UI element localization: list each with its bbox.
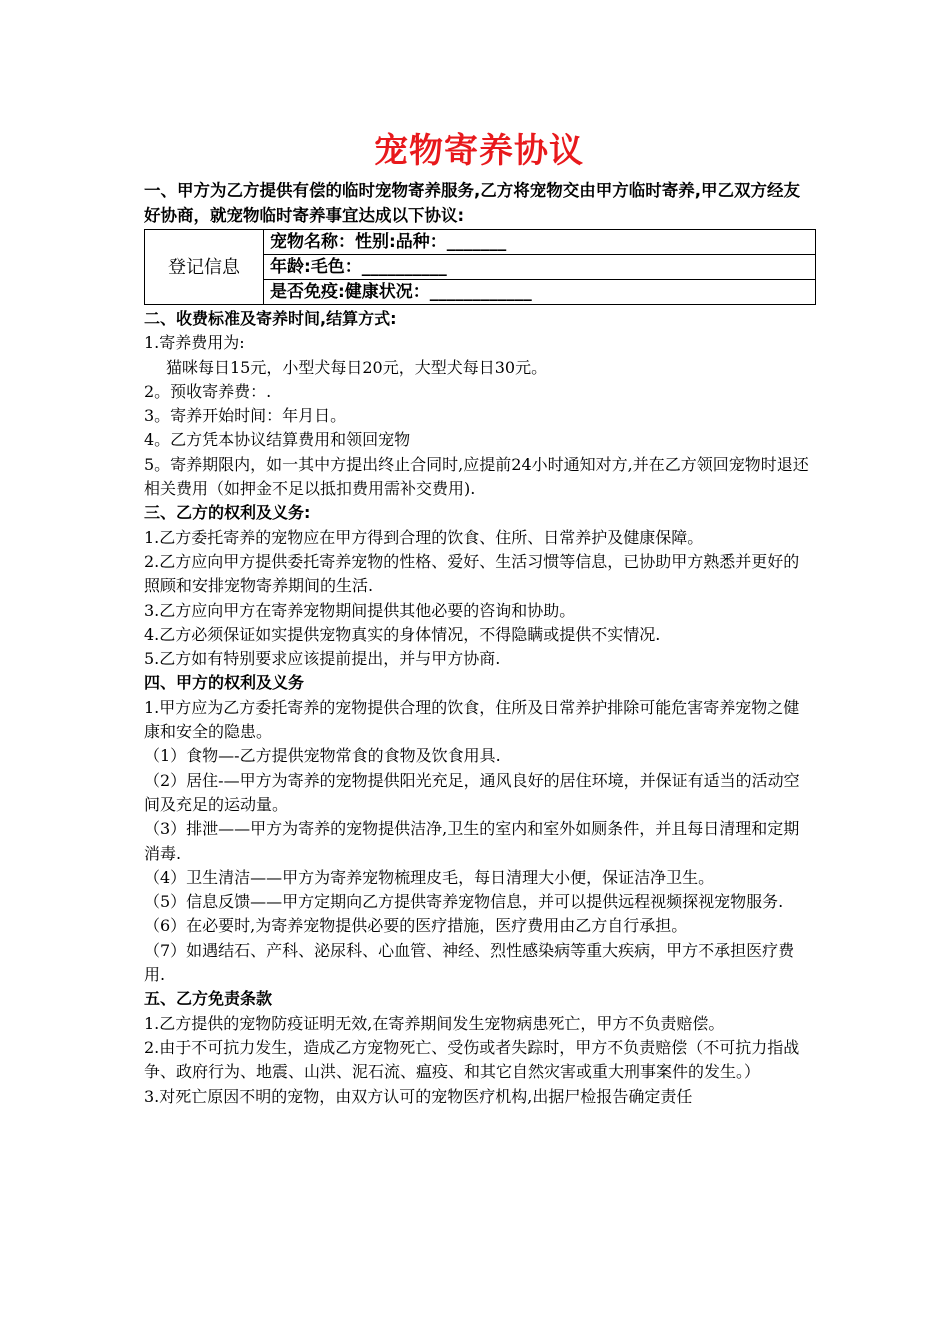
- section-4-heading: 四、甲方的权利及义务: [144, 673, 305, 693]
- section-4-line: （2）居住-—甲方为寄养的宠物提供阳光充足，通风良好的居住环境，并保证有适当的活动空间及充足的运动量。: [144, 770, 800, 814]
- section-4-line: （1）食物—-乙方提供宠物常食的食物及饮食用具.: [144, 746, 501, 766]
- section-5-heading: 五、乙方免责条款: [144, 989, 273, 1009]
- section-4-line: 1.甲方应为乙方委托寄养的宠物提供合理的饮食，住所及日常养护排除可能危害寄养宠物之健康和安全的隐患。: [144, 697, 800, 742]
- section-5-line: 3.对死亡原因不明的宠物，由双方认可的宠物医疗机构,出据尸检报告确定责任: [144, 1086, 693, 1106]
- section-5-line: 2.由于不可抗力发生，造成乙方宠物死亡、受伤或者失踪时，甲方不负责赔偿（不可抗力指战争、政府行为、地震、山洪、泥石流、瘟疫、和其它自然灾害或重大刑事案件的发生。）: [144, 1037, 800, 1082]
- registration-row-name: 宠物名称：性别:品种：_______: [264, 230, 816, 255]
- section-4-line: （7）如遇结石、产科、泌尿科、心血管、神经、烈性感染病等重大疾病，甲方不承担医疗费用.: [144, 940, 795, 985]
- section-2-line: 5。寄养期限内，如一其中方提出终止合同时,应提前24小时通知对方,并在乙方领回宠物时退还相关费用（如押金不足以抵扣费用需补交费用).: [144, 454, 809, 499]
- intro-paragraph: 一、甲方为乙方提供有偿的临时宠物寄养服务,乙方将宠物交由甲方临时寄养,甲乙双方经友好协商，就宠物临时寄养事宜达成以下协议:: [144, 181, 801, 225]
- registration-label: 登记信息: [145, 230, 264, 305]
- section-3-line: 4.乙方必须保证如实提供宠物真实的身体情况，不得隐瞒或提供不实情况.: [144, 624, 661, 644]
- section-2-line: 1.寄养费用为:: [144, 333, 245, 353]
- section-2-line: 猫咪每日15元，小型犬每日20元，大型犬每日30元。: [166, 357, 548, 377]
- section-4-line: （4）卫生清洁——甲方为寄养宠物梳理皮毛，每日清理大小便，保证洁净卫生。: [144, 867, 715, 887]
- section-4-line: （5）信息反馈——甲方定期向乙方提供寄养宠物信息，并可以提供远程视频探视宠物服务.: [144, 892, 784, 912]
- section-2-line: 2。预收寄养费：.: [144, 381, 272, 401]
- section-2-line: 4。乙方凭本协议结算费用和领回宠物: [144, 430, 411, 450]
- section-2-heading: 二、收费标准及寄养时间,结算方式:: [144, 309, 397, 328]
- section-5-line: 1.乙方提供的宠物防疫证明无效,在寄养期间发生宠物病患死亡，甲方不负责赔偿。: [144, 1013, 725, 1033]
- registration-row-health: 是否免疫:健康状况：____________: [264, 280, 816, 305]
- section-4-line: （6）在必要时,为寄养宠物提供必要的医疗措施，医疗费用由乙方自行承担。: [144, 916, 688, 936]
- section-3-heading: 三、乙方的权利及义务:: [144, 503, 311, 523]
- section-2-line: 3。寄养开始时间：年月日。: [144, 406, 347, 426]
- document-title: 宠物寄养协议: [374, 131, 584, 171]
- section-3-line: 5.乙方如有特别要求应该提前提出，并与甲方协商.: [144, 649, 501, 669]
- section-3-line: 2.乙方应向甲方提供委托寄养宠物的性格、爱好、生活习惯等信息，已协助甲方熟悉并更好的照顾和安排宠物寄养期间的生活.: [144, 551, 800, 596]
- section-4-line: （3）排泄——甲方为寄养的宠物提供洁净,卫生的室内和室外如厕条件，并且每日清理和定期消毒.: [144, 819, 800, 863]
- section-3-line: 1.乙方委托寄养的宠物应在甲方得到合理的饮食、住所、日常养护及健康保障。: [144, 527, 704, 547]
- section-3-line: 3.乙方应向甲方在寄养宠物期间提供其他必要的咨询和协助。: [144, 600, 576, 620]
- registration-table: [144, 229, 816, 305]
- document-page: [144, 118, 814, 1109]
- registration-row-age: 年龄:毛色：__________: [264, 255, 816, 280]
